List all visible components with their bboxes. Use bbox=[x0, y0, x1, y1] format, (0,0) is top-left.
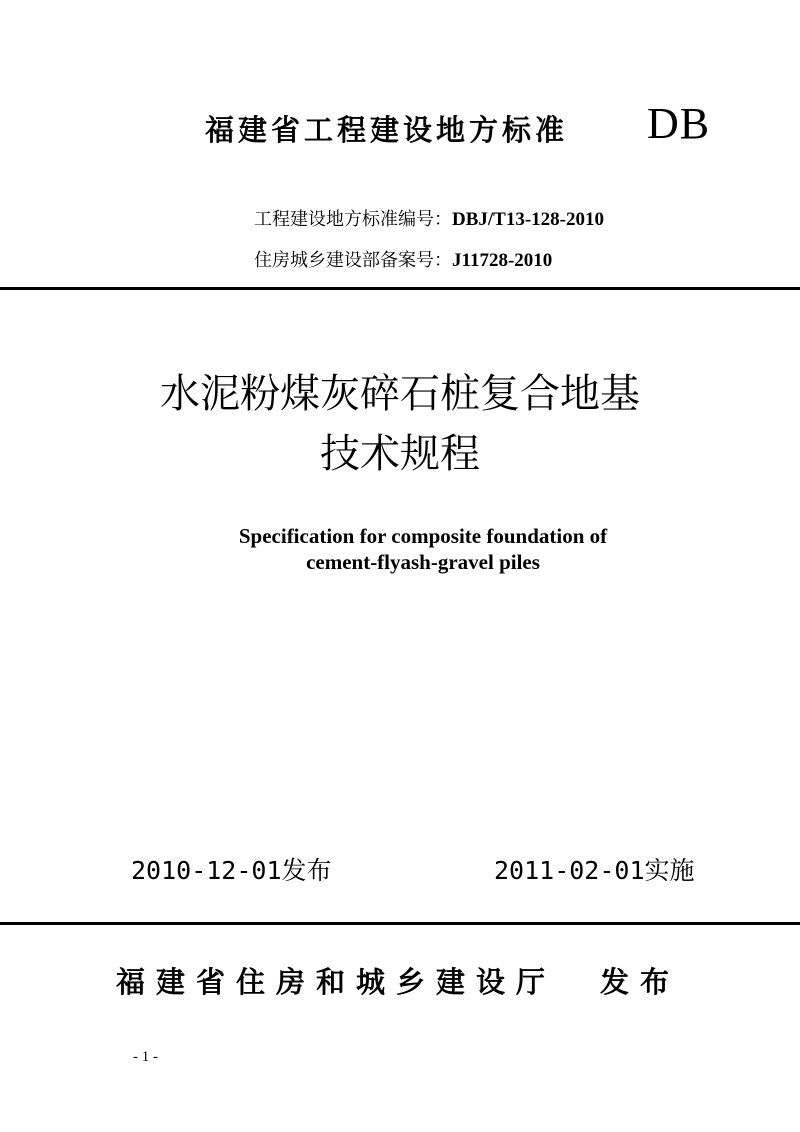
page-number: - 1 - bbox=[133, 1049, 158, 1065]
effective-date-line bbox=[494, 851, 695, 887]
english-title-line-2: cement-flyash-gravel piles bbox=[306, 550, 540, 574]
record-number-label: 住房城乡建设部备案号： bbox=[254, 250, 452, 271]
publisher-publish-word: 发布 bbox=[600, 965, 681, 999]
effective-date: 2011-02-01 bbox=[494, 856, 645, 885]
standard-number-line bbox=[254, 205, 604, 231]
top-divider bbox=[0, 287, 800, 290]
publisher-name: 福建省住房和城乡建设厅 bbox=[116, 965, 557, 999]
document-title-line-2: 技术规程 bbox=[320, 431, 480, 477]
document-title-line-1: 水泥粉煤灰碎石桩复合地基 bbox=[160, 371, 640, 417]
header-title: 福建省工程建设地方标准 bbox=[205, 113, 569, 147]
publish-date: 2010-12-01 bbox=[131, 856, 282, 885]
bottom-divider bbox=[0, 922, 800, 925]
standard-code-mark: DB bbox=[647, 99, 711, 148]
record-number-line bbox=[254, 246, 552, 272]
publish-date-line bbox=[131, 851, 332, 887]
english-title-line-1: Specification for composite foundation of bbox=[238, 524, 608, 548]
publish-label: 发布 bbox=[281, 856, 332, 885]
effective-label: 实施 bbox=[644, 856, 695, 885]
standard-number-label: 工程建设地方标准编号： bbox=[254, 209, 452, 230]
record-number-value: J11728-2010 bbox=[452, 250, 553, 271]
standard-number-value: DBJ/T13-128-2010 bbox=[452, 209, 604, 230]
